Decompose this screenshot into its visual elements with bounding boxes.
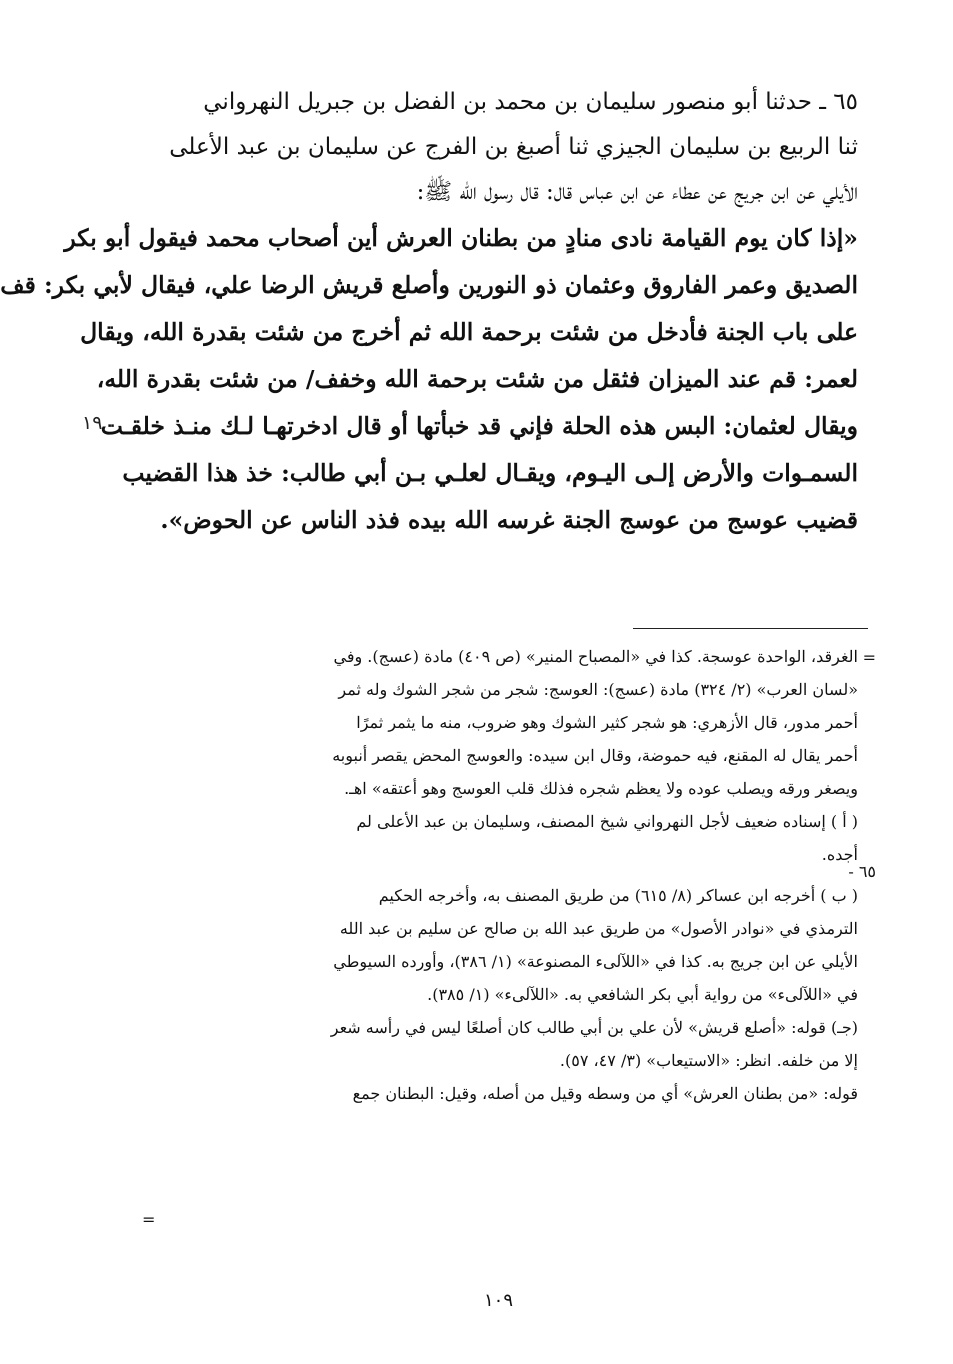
- footnote-line: قوله: «من بطنان العرش» أي من وسطه وقيل من أصله، وقيل: البطنان جمع: [352, 1084, 858, 1103]
- text-line: الأيلي عن ابن جريج عن عطاء عن ابن عباس قال: قال رسول الله ﷺ:: [416, 179, 858, 205]
- footnote-line: ( أ ) إسناده ضعيف لأجل النهرواني شيخ المصنف، وسليمان بن عبد الأعلى لم: [356, 812, 858, 831]
- text-line: السمـوات والأرض إلـى اليـوم، ويقـال لعلـي بـن أبي طالب: خذ هذا القضيب: [122, 459, 858, 487]
- footnote-line: ويصغر ورقه ويصلب عوده ولا يعظم شجره فذلك قلب العوسج وهو أعتقه» اهـ.: [344, 779, 858, 798]
- text-line: على باب الجنة فأدخل من شئت برحمة الله ثم أخرج من شئت بقدرة الله، ويقال: [80, 318, 858, 346]
- footnote-line: الترمذي في «نوادر الأصول» من طريق عبد الله بن صالح عن سليم بن عبد الله: [339, 919, 858, 938]
- text-line: ويقال لعثمان: البس هذه الحلة فإني قد خبأتها أو قال ادخرتهـا لـك منـذ خلقـت: [100, 412, 858, 440]
- text-line: لعمر: قم عند الميزان فثقل من شئت برحمة الله وخفف/ من شئت بقدرة الله،: [96, 365, 858, 393]
- footnote-line: ( ب ) أخرجه ابن عساكر (٨/ ٦١٥) من طريق المصنف به، وأخرجه الحكيم: [378, 886, 858, 905]
- footnote-line: أحمر مدور، قال الأزهري: هو شجر كثير الشوك وهو ضروب، منه ما يثمر ثمرًا: [356, 713, 858, 732]
- footnote-line: الغرقد، الواحدة عوسجة. كذا في «المصباح المنير» (ص ٤٠٩) مادة (عسج). وفي: [333, 647, 858, 666]
- text-line: ٦٥ ـ حدثنا أبو منصور سليمان بن محمد بن الفضل بن جبريل النهرواني: [203, 89, 858, 115]
- footnote-separator: [633, 628, 868, 629]
- end-continuation-marker: =: [142, 1210, 156, 1229]
- footnote-line: أجده.: [821, 845, 858, 864]
- footnote-line: أحمر يقال له المقنع، فيه حموضة، وقال ابن سيده: والعوسج المحض يقصر أنبوبه: [332, 746, 858, 765]
- footnote-line: الأيلي عن ابن جريج به. كذا في «اللآلىء المصنوعة» (١/ ٣٨٦)، وأورده السيوطي: [333, 952, 858, 971]
- footnote-line: إلا من خلفه. انظر: «الاستيعاب» (٣/ ٤٧، ٥٧).: [559, 1051, 858, 1070]
- footnote-number: ٦٥ -: [848, 862, 876, 881]
- text-line: قضيب عوسج من عوسج الجنة غرسه الله بيده فذد الناس عن الحوض».: [160, 506, 858, 534]
- text-line: «إذا كان يوم القيامة نادى منادٍ من بطنان العرش أين أصحاب محمد فيقول أبو بكر: [64, 224, 858, 252]
- continuation-marker: =: [862, 648, 876, 667]
- page-number: ١٠٩: [483, 1290, 513, 1311]
- text-line: ثنا الربيع بن سليمان الجيزي ثنا أصبغ بن الفرج عن سليمان بن عبد الأعلى: [169, 134, 858, 160]
- footnote-line: «لسان العرب» (٢/ ٣٢٤) مادة (عسج): العوسج: شجر من شجر الشوك وله ثمر: [338, 680, 858, 699]
- footnote-line: (جـ) قوله: «أصلع قريش» لأن علي بن أبي طالب كان أصلعًا ليس في رأسه شعر: [330, 1018, 858, 1037]
- footnotes: [143, 640, 858, 1110]
- footnote-line: في «اللآلىء» من رواية أبي بكر الشافعي به. «اللآلىء» (١/ ٣٨٥).: [427, 985, 858, 1004]
- text-line: الصديق وعمر الفاروق وعثمان ذو النورين وأصلع قريش الرضا علي، فيقال لأبي بكر: قف: [0, 271, 858, 299]
- margin-page-reference: ١٩: [82, 412, 103, 434]
